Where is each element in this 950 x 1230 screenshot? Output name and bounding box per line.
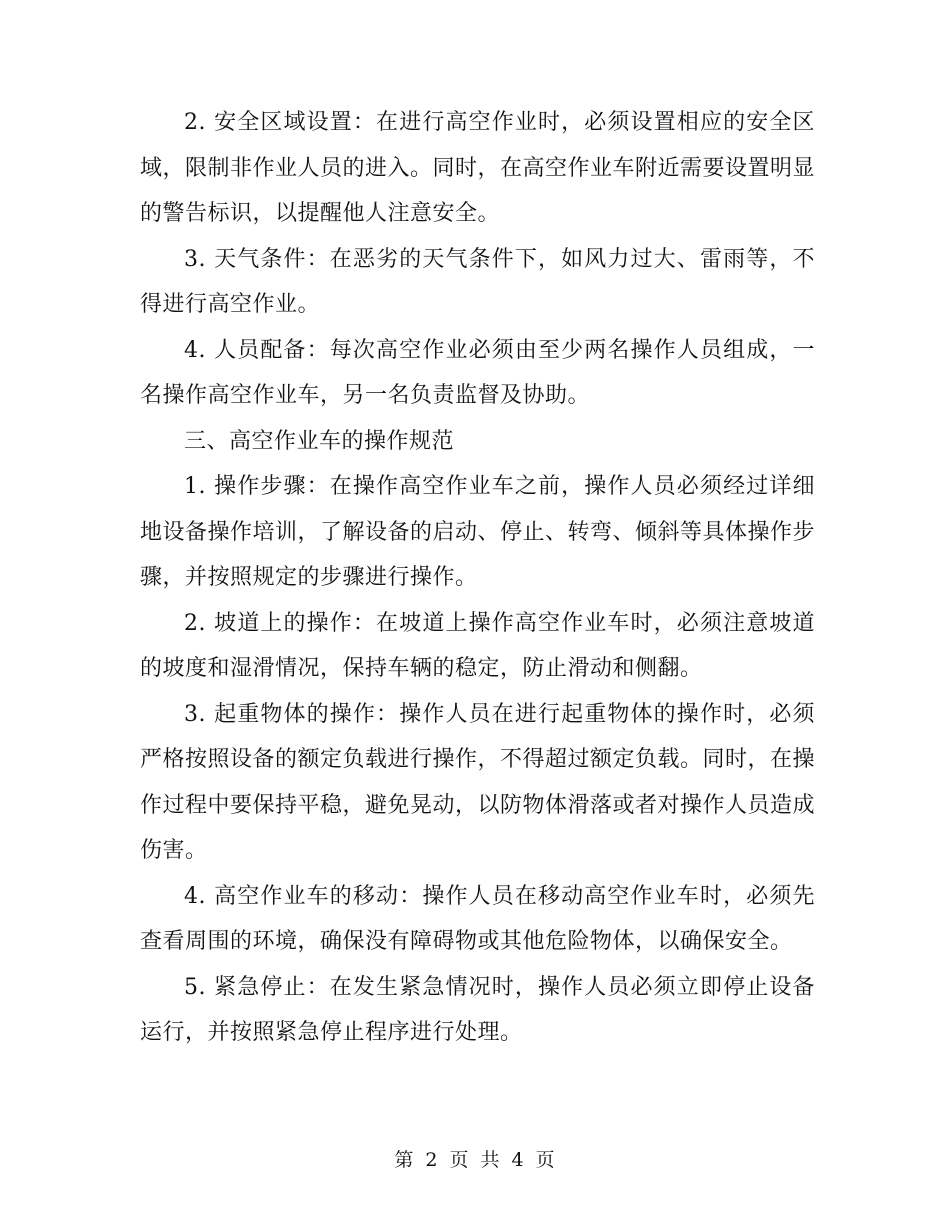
paragraph-weather: 3. 天气条件：在恶劣的天气条件下，如风力过大、雷雨等，不得进行高空作业。 [140,246,815,317]
section-heading-operation-rules: 三、高空作业车的操作规范 [184,428,455,454]
paragraph-vehicle-movement: 4. 高空作业车的移动：操作人员在移动高空作业车时，必须先查看周围的环境，确保没有障碍物或其他危险物体，以确保安全。 [140,883,815,954]
document-body [140,100,815,1056]
paragraph-emergency-stop: 5. 紧急停止：在发生紧急情况时，操作人员必须立即停止设备运行，并按照紧急停止程序进行处理。 [140,974,815,1045]
page-number-footer: 第 2 页 共 4 页 [394,1149,556,1171]
paragraph-safety-zone: 2. 安全区域设置：在进行高空作业时，必须设置相应的安全区域，限制非作业人员的进入。同时，在高空作业车附近需要设置明显的警告标识，以提醒他人注意安全。 [140,110,816,226]
paragraph-operation-steps: 1. 操作步骤：在操作高空作业车之前，操作人员必须经过详细地设备操作培训，了解设备的启动、停止、转弯、倾斜等具体操作步骤，并按照规定的步骤进行操作。 [140,474,816,590]
paragraph-staffing: 4. 人员配备：每次高空作业必须由至少两名操作人员组成，一名操作高空作业车，另一名负责监督及协助。 [140,337,815,408]
paragraph-lifting-operation: 3. 起重物体的操作：操作人员在进行起重物体的操作时，必须严格按照设备的额定负载进行操作，不得超过额定负载。同时，在操作过程中要保持平稳，避免晃动，以防物体滑落或者对操作人员造成伤害。 [140,701,816,863]
paragraph-slope-operation: 2. 坡道上的操作：在坡道上操作高空作业车时，必须注意坡道的坡度和湿滑情况，保持车辆的稳定，防止滑动和侧翻。 [140,610,815,681]
